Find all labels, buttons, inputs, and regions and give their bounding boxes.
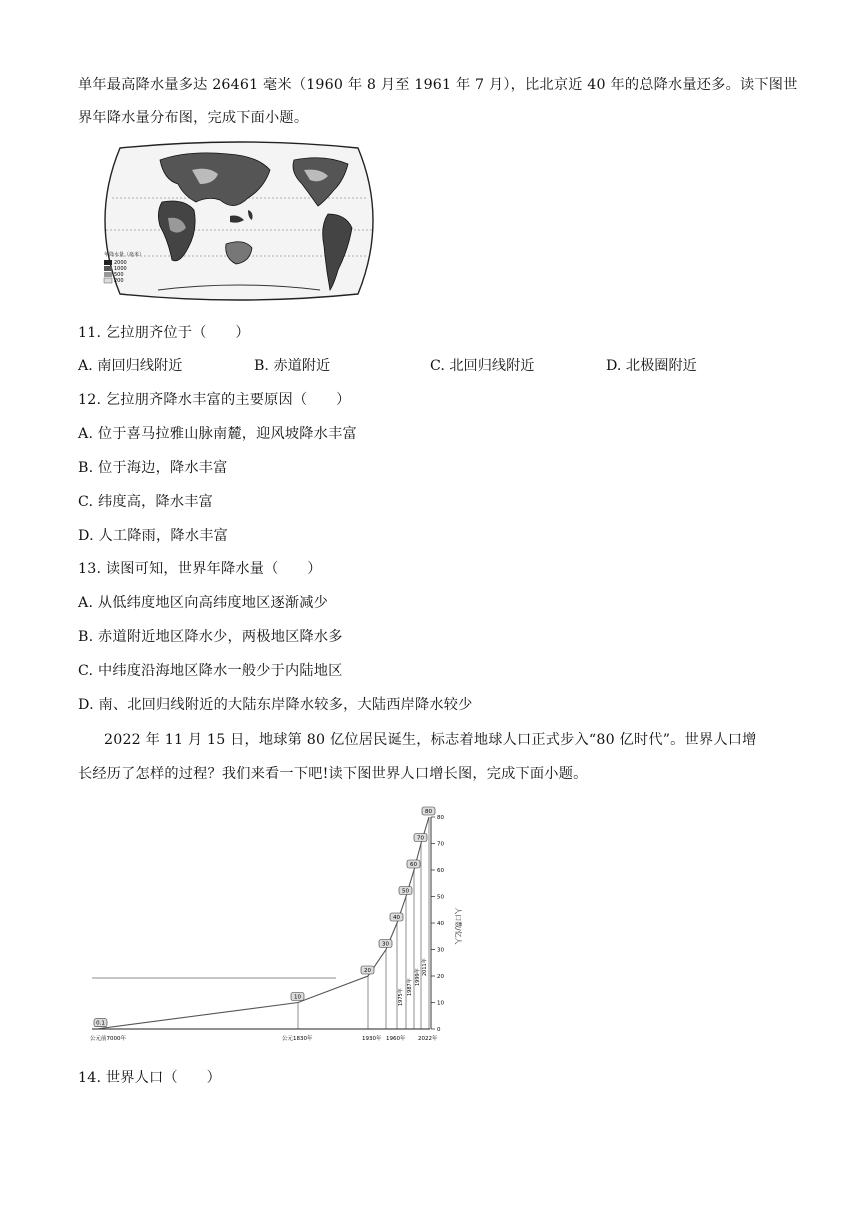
map-legend-value: 500 bbox=[114, 272, 124, 278]
passage2-line-1: 2022 年 11 月 15 日，地球第 80 亿位居民诞生，标志着地球人口正式步入“80 亿时代”。世界人口增 bbox=[104, 732, 757, 748]
year-label-1987: 1987年 bbox=[407, 978, 413, 996]
point-label: 70 bbox=[417, 835, 424, 842]
question-13-option-c[interactable]: C. 中纬度沿海地区降水一般少于内陆地区 bbox=[78, 663, 343, 679]
map-legend-value: 1000 bbox=[114, 266, 127, 272]
question-12-option-a[interactable]: A. 位于喜马拉雅山脉南麓，迎风坡降水丰富 bbox=[78, 426, 357, 442]
question-14-stem: 14. 世界人口（ ） bbox=[78, 1070, 221, 1086]
y-tick-label: 50 bbox=[437, 894, 444, 901]
y-tick-label: 40 bbox=[437, 921, 444, 927]
point-label: 30 bbox=[382, 941, 389, 948]
question-13-stem: 13. 读图可知，世界年降水量（ ） bbox=[78, 561, 322, 577]
point-label: 60 bbox=[410, 862, 417, 868]
y-tick-label: 70 bbox=[437, 841, 444, 848]
x-label-1960: 1960年 bbox=[386, 1036, 406, 1042]
question-11-option-c[interactable]: C. 北回归线附近 bbox=[430, 358, 535, 374]
question-11-option-a[interactable]: A. 南回归线附近 bbox=[78, 358, 183, 374]
population-point bbox=[414, 834, 427, 842]
intro-line-2: 界年降水量分布图，完成下面小题。 bbox=[78, 110, 309, 126]
question-11-option-b[interactable]: B. 赤道附近 bbox=[254, 358, 331, 374]
y-tick-label: 80 bbox=[437, 815, 444, 821]
year-label-2011: 2011年 bbox=[422, 958, 428, 976]
point-label: 50 bbox=[402, 888, 409, 895]
question-13-option-a[interactable]: A. 从低纬度地区向高纬度地区逐渐减少 bbox=[78, 595, 329, 611]
population-line bbox=[98, 817, 429, 1029]
x-label-1830: 公元1830年 bbox=[282, 1036, 313, 1042]
year-label-1999: 1999年 bbox=[415, 968, 421, 986]
year-label-1975: 1975年 bbox=[398, 988, 404, 1006]
question-12-stem: 12. 乞拉朋齐降水丰富的主要原因（ ） bbox=[78, 392, 351, 408]
point-label: 40 bbox=[393, 915, 400, 921]
population-point bbox=[361, 966, 374, 974]
world-precipitation-map bbox=[98, 140, 380, 302]
y-tick-label: 20 bbox=[437, 974, 444, 980]
question-13-option-b[interactable]: B. 赤道附近地区降水少，两极地区降水多 bbox=[78, 629, 343, 645]
population-point bbox=[422, 807, 435, 815]
intro-line-1: 单年最高降水量多达 26461 毫米（1960 年 8 月至 1961 年 7 月），比北京近 40 年的总降水量还多。读下图世 bbox=[78, 77, 798, 93]
question-12-option-d[interactable]: D. 人工降雨，降水丰富 bbox=[78, 528, 228, 544]
point-label: 80 bbox=[425, 809, 432, 815]
question-12-option-c[interactable]: C. 纬度高，降水丰富 bbox=[78, 494, 214, 510]
population-point bbox=[390, 913, 403, 921]
y-tick-label: 60 bbox=[437, 868, 444, 874]
map-legend-title: 年降水量（毫米） bbox=[104, 252, 145, 258]
population-point bbox=[94, 1019, 107, 1027]
question-11-option-d[interactable]: D. 北极圈附近 bbox=[606, 358, 697, 374]
question-11-stem: 11. 乞拉朋齐位于（ ） bbox=[78, 325, 250, 341]
map-legend-value: 200 bbox=[114, 278, 124, 284]
x-label-1930: 1930年 bbox=[362, 1036, 382, 1042]
question-13-option-d[interactable]: D. 南、北回归线附近的大陆东岸降水较多，大陆西岸降水较少 bbox=[78, 697, 473, 713]
population-growth-chart bbox=[88, 800, 478, 1050]
question-11-options bbox=[78, 355, 798, 375]
point-label: 0.1 bbox=[96, 1020, 105, 1027]
population-point bbox=[407, 860, 420, 868]
y-tick-label: 10 bbox=[437, 1000, 444, 1007]
question-12-option-b[interactable]: B. 位于海边，降水丰富 bbox=[78, 460, 228, 476]
population-point bbox=[379, 940, 392, 948]
map-legend-value: 2000 bbox=[114, 260, 127, 266]
population-drop-lines bbox=[298, 817, 429, 1029]
y-axis-label: 人口数/亿人 bbox=[454, 907, 462, 945]
y-tick-label: 30 bbox=[437, 947, 444, 954]
y-tick-label: 0 bbox=[437, 1027, 441, 1033]
population-points bbox=[94, 807, 435, 1027]
population-point bbox=[399, 887, 412, 895]
x-label-7000bc: 公元前7000年 bbox=[90, 1036, 126, 1042]
population-point bbox=[291, 993, 304, 1001]
x-label-2022: 2022年 bbox=[418, 1036, 438, 1042]
point-label: 20 bbox=[364, 968, 371, 974]
point-label: 10 bbox=[294, 994, 301, 1001]
passage2-line-2: 长经历了怎样的过程？我们来看一下吧!读下图世界人口增长图，完成下面小题。 bbox=[78, 766, 588, 782]
y-axis-ticks bbox=[431, 815, 444, 1033]
